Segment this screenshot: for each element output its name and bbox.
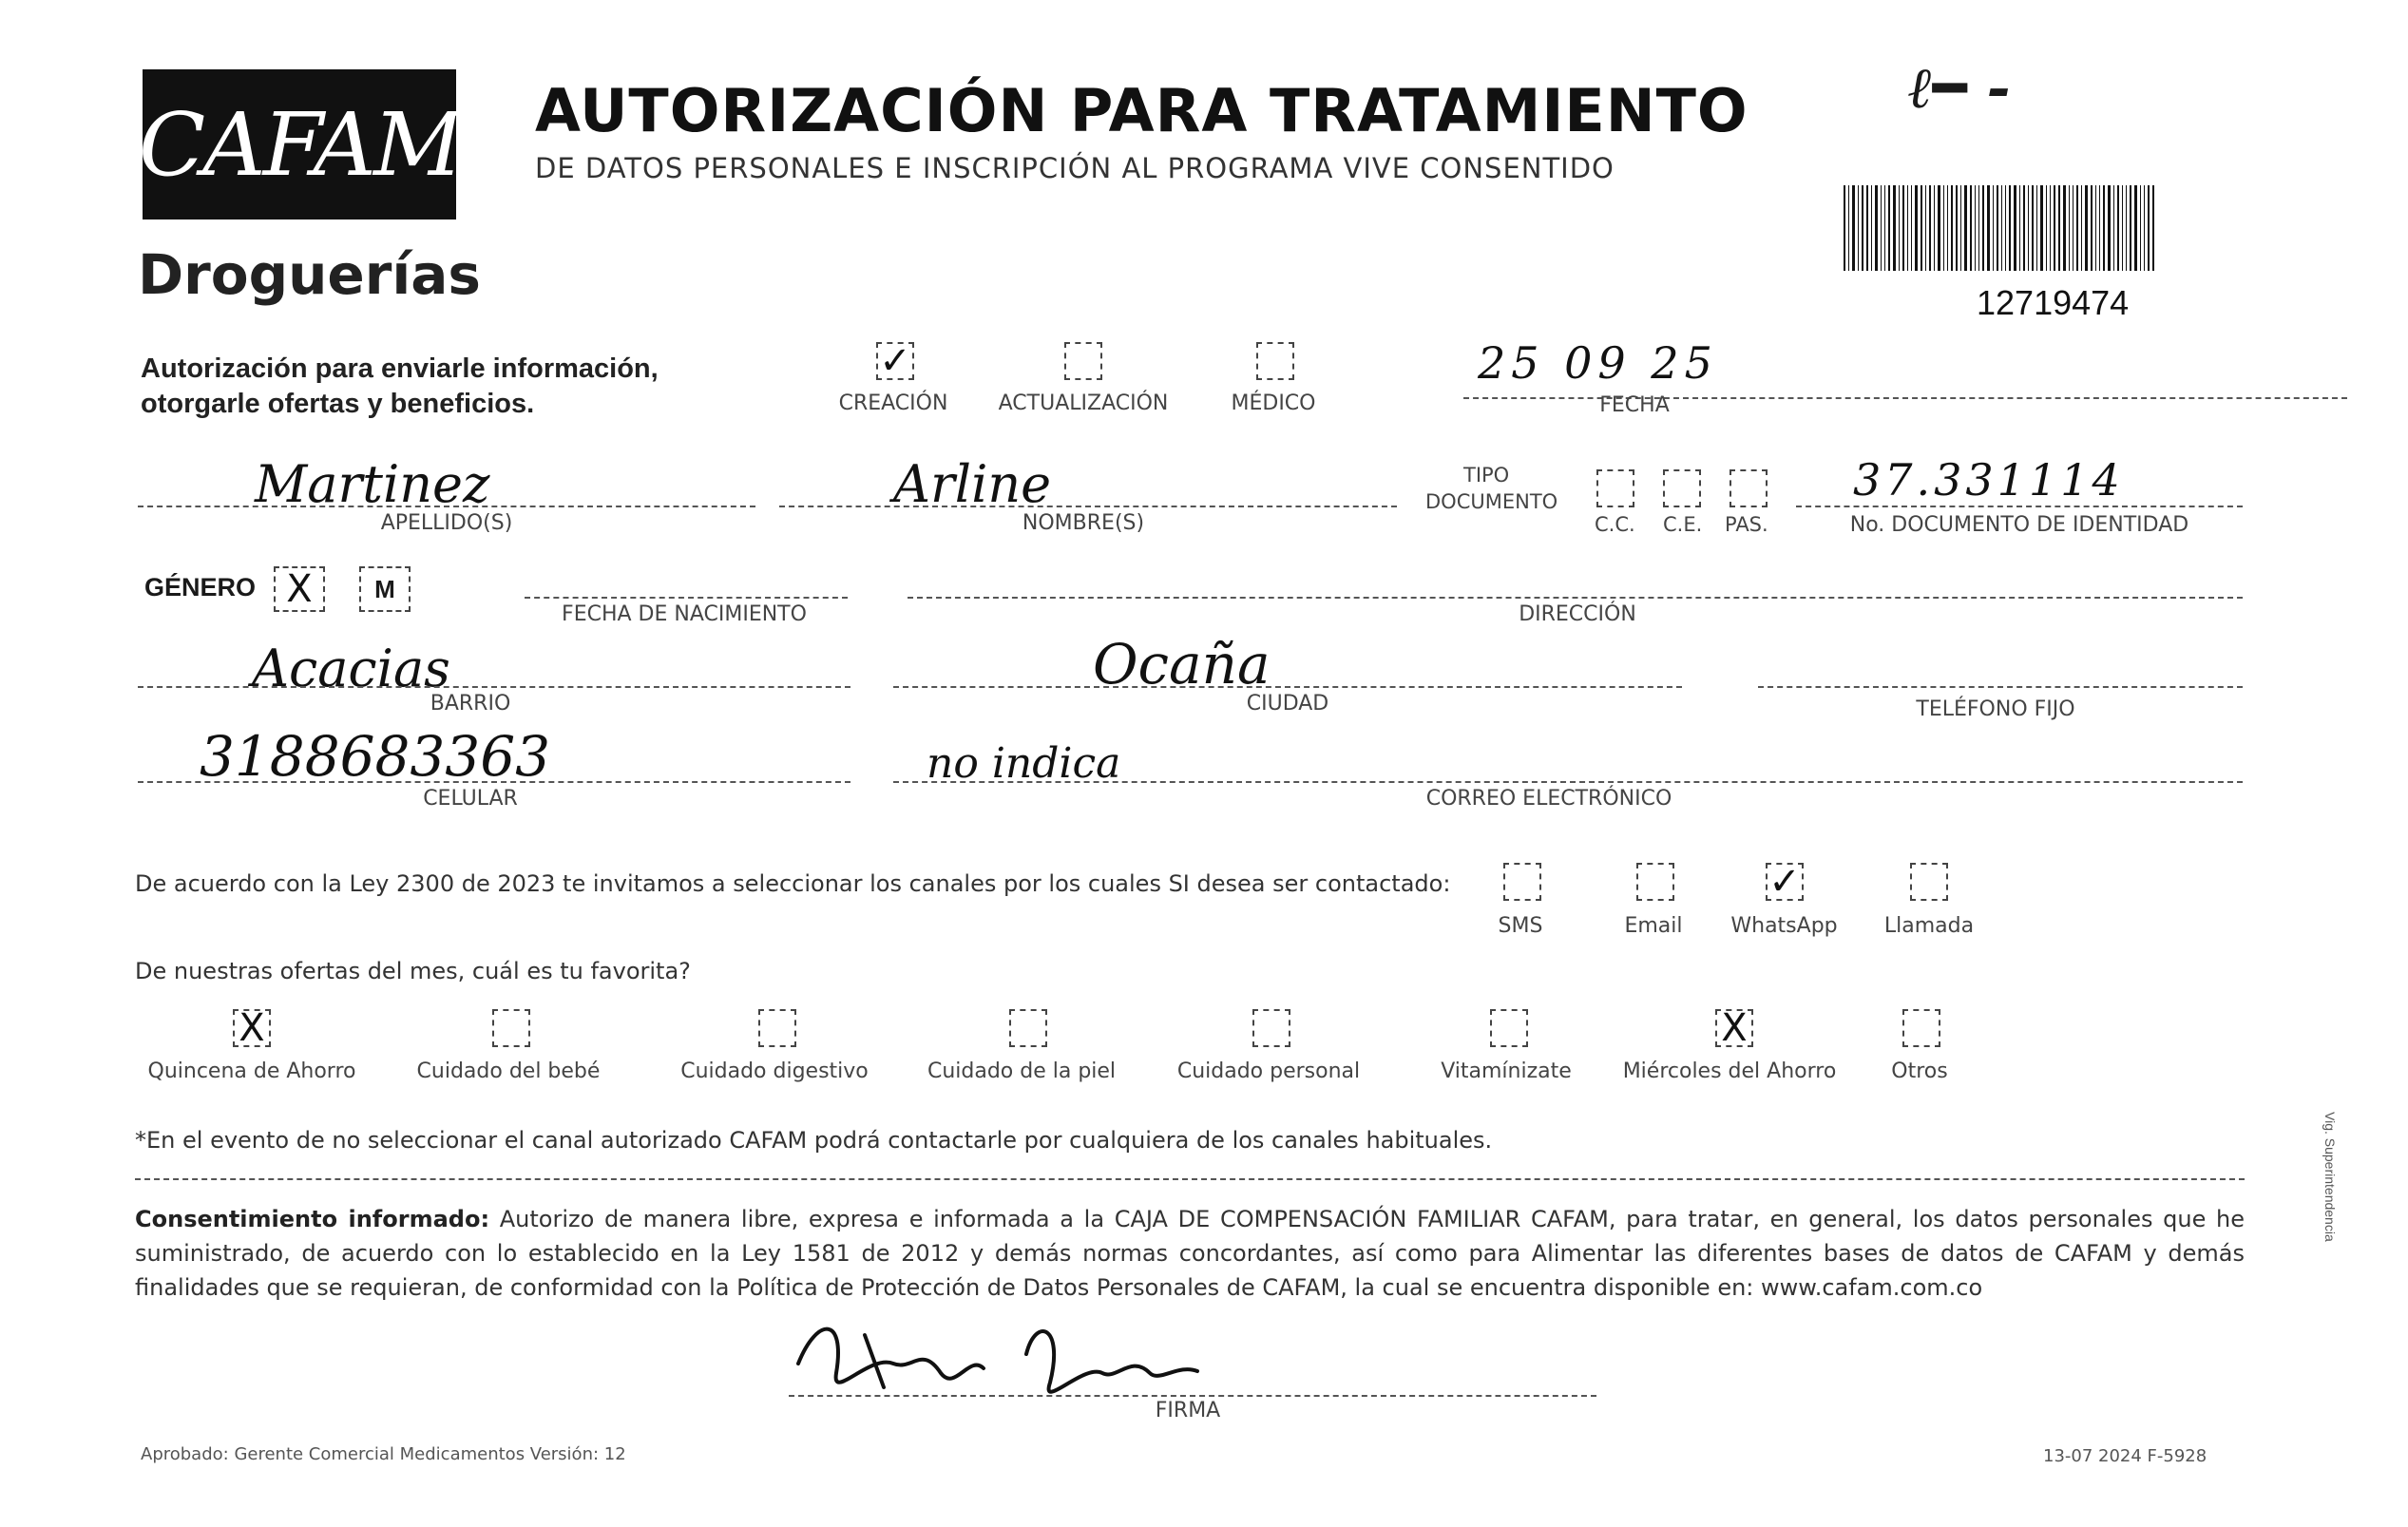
ciudad-value[interactable]: Ocaña xyxy=(1093,632,1271,697)
miercoles-mark: X xyxy=(1721,1006,1748,1050)
correo-label: CORREO ELECTRÓNICO xyxy=(1425,787,1672,811)
direccion-line xyxy=(908,597,2243,599)
form-subtitle: DE DATOS PERSONALES E INSCRIPCIÓN AL PROGRAMA VIVE CONSENTIDO xyxy=(535,152,1615,184)
barcode-bar xyxy=(1848,185,1849,271)
barcode-bar xyxy=(2091,185,2093,271)
apellidos-line xyxy=(138,506,755,507)
checkbox-piel[interactable] xyxy=(1009,1009,1047,1047)
barcode-bar xyxy=(1970,185,1972,271)
barcode-bar xyxy=(2046,185,2047,271)
signature-label: FIRMA xyxy=(1155,1399,1221,1422)
label-piel: Cuidado de la piel xyxy=(927,1059,1117,1083)
documento-value[interactable]: 37.331114 xyxy=(1853,454,2124,506)
consent-paragraph xyxy=(135,1202,2245,1305)
celular-label: CELULAR xyxy=(423,787,518,811)
checkbox-cc[interactable] xyxy=(1596,469,1634,507)
barcode-bar xyxy=(1929,185,1931,271)
checkbox-genero-m[interactable] xyxy=(359,566,411,612)
barcode-bar xyxy=(2032,185,2034,271)
section-divider xyxy=(135,1178,2245,1180)
footer-approved: Aprobado: Gerente Comercial Medicamentos Versión: 12 xyxy=(141,1444,626,1464)
label-personal: Cuidado personal xyxy=(1176,1059,1361,1083)
checkbox-llamada[interactable] xyxy=(1910,863,1948,901)
checkbox-bebe[interactable] xyxy=(492,1009,530,1047)
barcode-bar xyxy=(2054,185,2055,271)
barcode-bar xyxy=(1956,185,1958,271)
direccion-label: DIRECCIÓN xyxy=(1519,602,1636,626)
apellidos-label: APELLIDO(S) xyxy=(380,511,513,535)
offers-note: *En el evento de no seleccionar el canal autorizado CAFAM podrá contactarle por cualquiera de los canales habituales. xyxy=(135,1127,1493,1154)
barcode-bar xyxy=(2028,185,2029,271)
tipo-doc-label-1: TIPO xyxy=(1463,464,1510,487)
barcode-bar xyxy=(2076,185,2078,271)
barcode-bar xyxy=(2040,185,2043,271)
checkbox-ce[interactable] xyxy=(1663,469,1701,507)
barcode-bar xyxy=(1866,185,1868,271)
barcode-bar xyxy=(1862,185,1863,271)
barcode-bar xyxy=(1871,185,1872,271)
checkbox-actualizacion[interactable] xyxy=(1064,342,1102,380)
correo-line xyxy=(893,781,2243,783)
barcode-bar xyxy=(2148,185,2150,271)
label-cc: C.C. xyxy=(1595,513,1635,536)
barcode-bar xyxy=(1987,185,1990,271)
checkbox-pas[interactable] xyxy=(1730,469,1768,507)
side-vertical-text: Vig. Superintendencia xyxy=(2322,1112,2338,1242)
barcode-bar xyxy=(1902,185,1904,271)
barcode-bar xyxy=(1915,185,1918,271)
barcode-bar xyxy=(2117,185,2119,271)
barcode-bar xyxy=(2001,185,2002,271)
barcode-number: 12719474 xyxy=(1977,283,2130,322)
cafam-logo xyxy=(138,69,461,220)
barcode-bar xyxy=(1938,185,1940,271)
channels-question: De acuerdo con la Ley 2300 de 2023 te invitamos a seleccionar los canales por los cuales SI desea ser contactado: xyxy=(135,870,1451,897)
nombres-line xyxy=(779,506,1397,507)
label-whatsapp: WhatsApp xyxy=(1730,914,1838,938)
checkbox-miercoles[interactable] xyxy=(1715,1006,1753,1050)
barcode-bar xyxy=(1911,185,1912,271)
barcode-bar xyxy=(2095,185,2096,271)
genero-label: GÉNERO xyxy=(144,573,257,601)
consent-body: Autorizo de manera libre, expresa e informada a la CAJA DE COMPENSACIÓN FAMILIAR CAFAM, para tratar, en general, los datos personales que he suministrado, de acuerdo con lo establecido en la Ley 1581 de 2012 y demás normas concordantes, así como para Alimentar las diferentes bases de datos de CAFAM y demás finalidades que se requieran, de conformidad con la Política de Protección de Datos Personales de CAFAM, la cual se encuentra disponible en: www.cafam.com.co xyxy=(135,1206,2246,1301)
genero-m-letter: M xyxy=(374,575,395,603)
label-llamada: Llamada xyxy=(1883,914,1975,938)
label-bebe: Cuidado del bebé xyxy=(416,1059,601,1083)
barcode-bar xyxy=(1875,185,1878,271)
celular-line xyxy=(138,781,850,783)
genero-f-mark: X xyxy=(286,567,313,611)
barcode-bar xyxy=(2085,185,2088,271)
authorization-line-1: Autorización para enviarle información, xyxy=(141,353,659,384)
nombres-label: NOMBRE(S) xyxy=(1022,511,1145,535)
barcode-bar xyxy=(2152,185,2154,271)
checkbox-genero-f[interactable] xyxy=(274,566,325,612)
offers-question: De nuestras ofertas del mes, cuál es tu favorita? xyxy=(135,958,691,984)
barcode-bar xyxy=(2050,185,2051,271)
label-email: Email xyxy=(1624,914,1683,938)
logo-text: CAFAM xyxy=(138,93,461,196)
barcode-bar xyxy=(1884,185,1885,271)
barcode-bar xyxy=(2058,185,2060,271)
telefono-label: TELÉFONO FIJO xyxy=(1916,697,2075,721)
apellidos-value[interactable]: Martinez xyxy=(255,454,490,514)
barcode-bar xyxy=(1975,185,1976,271)
barcode-bar xyxy=(1978,185,1979,271)
whatsapp-mark: ✓ xyxy=(1768,860,1801,904)
label-sms: SMS xyxy=(1498,914,1543,938)
barcode-bar xyxy=(2103,185,2105,271)
barcode-bar xyxy=(1951,185,1953,271)
checkbox-digestivo[interactable] xyxy=(758,1009,796,1047)
label-medico: MÉDICO xyxy=(1231,391,1316,415)
barcode-bar xyxy=(2122,185,2123,271)
barcode xyxy=(1844,185,2224,271)
barcode-bar xyxy=(1947,185,1948,271)
label-otros: Otros xyxy=(1891,1059,1948,1083)
checkbox-vitaminizate[interactable] xyxy=(1490,1009,1528,1047)
signature-line xyxy=(789,1395,1596,1397)
ciudad-label: CIUDAD xyxy=(1246,692,1329,716)
barcode-bar xyxy=(2009,185,2011,271)
barcode-bar xyxy=(2081,185,2082,271)
checkbox-personal[interactable] xyxy=(1252,1009,1290,1047)
barcode-bar xyxy=(2144,185,2145,271)
authorization-line-2: otorgarle ofertas y beneficios. xyxy=(141,389,535,419)
barcode-bar xyxy=(2014,185,2016,271)
checkbox-otros[interactable] xyxy=(1902,1009,1940,1047)
barcode-bar xyxy=(2063,185,2066,271)
tipo-doc-label-2: DOCUMENTO xyxy=(1425,490,1558,513)
label-creacion: CREACIÓN xyxy=(838,391,948,415)
documento-line xyxy=(1796,506,2243,507)
barcode-bar xyxy=(1960,185,1961,271)
label-pas: PAS. xyxy=(1725,513,1768,536)
barcode-bar xyxy=(1907,185,1908,271)
label-quincena: Quincena de Ahorro xyxy=(147,1059,356,1083)
label-actualizacion: ACTUALIZACIÓN xyxy=(998,391,1169,415)
date-label: FECHA xyxy=(1599,393,1670,417)
barcode-bar xyxy=(2019,185,2020,271)
barcode-bar xyxy=(1899,185,1900,271)
date-value[interactable]: 25 09 25 xyxy=(1478,337,1718,389)
barcode-bar xyxy=(1921,185,1922,271)
checkbox-quincena[interactable] xyxy=(233,1006,271,1050)
brand-subtitle: Droguerías xyxy=(138,242,481,307)
barcode-bar xyxy=(2036,185,2037,271)
celular-value[interactable]: 3188683363 xyxy=(200,724,551,789)
barcode-bar xyxy=(1925,185,1926,271)
barcode-bar xyxy=(1888,185,1890,271)
correo-value[interactable]: no indica xyxy=(927,739,1121,788)
documento-label: No. DOCUMENTO DE IDENTIDAD xyxy=(1849,513,2189,537)
label-digestivo: Cuidado digestivo xyxy=(680,1059,869,1083)
telefono-line xyxy=(1758,686,2243,688)
consent-heading: Consentimiento informado: xyxy=(135,1206,490,1232)
nacimiento-label: FECHA DE NACIMIENTO xyxy=(562,602,807,626)
barcode-bar xyxy=(1982,185,1984,271)
handwritten-mark: ℓ━ - xyxy=(1908,55,2011,122)
checkbox-creacion[interactable] xyxy=(876,339,914,383)
form-title: AUTORIZACIÓN PARA TRATAMIENTO xyxy=(535,76,1749,145)
barcode-bar xyxy=(1993,185,1994,271)
barcode-bar xyxy=(1844,185,1845,271)
barcode-bar xyxy=(1964,185,1967,271)
nacimiento-line xyxy=(525,597,848,599)
label-miercoles: Miércoles del Ahorro xyxy=(1622,1059,1837,1083)
footer-right: 13-07 2024 F-5928 xyxy=(2043,1446,2207,1466)
barcode-bar xyxy=(2099,185,2100,271)
barcode-bar xyxy=(1943,185,1944,271)
label-ce: C.E. xyxy=(1663,513,1703,536)
barcode-bar xyxy=(2134,185,2137,271)
barcode-bar xyxy=(1858,185,1859,271)
barcode-bar xyxy=(1893,185,1896,271)
barcode-bar xyxy=(2130,185,2131,271)
barrio-value[interactable]: Acacias xyxy=(252,639,450,698)
barcode-bar xyxy=(2126,185,2127,271)
checkbox-medico[interactable] xyxy=(1256,342,1294,380)
barcode-bar xyxy=(2140,185,2141,271)
checkbox-email[interactable] xyxy=(1636,863,1674,901)
checkbox-whatsapp[interactable] xyxy=(1766,860,1804,904)
barcode-bar xyxy=(2113,185,2114,271)
barrio-label: BARRIO xyxy=(430,692,511,716)
barcode-bar xyxy=(1852,185,1855,271)
barcode-bar xyxy=(2073,185,2074,271)
ciudad-line xyxy=(893,686,1682,688)
barcode-bar xyxy=(1934,185,1935,271)
barrio-line xyxy=(138,686,850,688)
barcode-bar xyxy=(2069,185,2070,271)
barcode-bar xyxy=(2005,185,2006,271)
checkbox-sms[interactable] xyxy=(1503,863,1541,901)
barcode-bar xyxy=(2108,185,2111,271)
barcode-bar xyxy=(1881,185,1882,271)
barcode-bar xyxy=(2023,185,2025,271)
quincena-mark: X xyxy=(239,1006,265,1050)
authorization-text xyxy=(141,352,749,422)
label-vitaminizate: Vitamínizate xyxy=(1441,1059,1572,1083)
nombres-value[interactable]: Arline xyxy=(893,454,1052,514)
barcode-bar xyxy=(1997,185,1998,271)
check-mark: ✓ xyxy=(879,339,911,383)
